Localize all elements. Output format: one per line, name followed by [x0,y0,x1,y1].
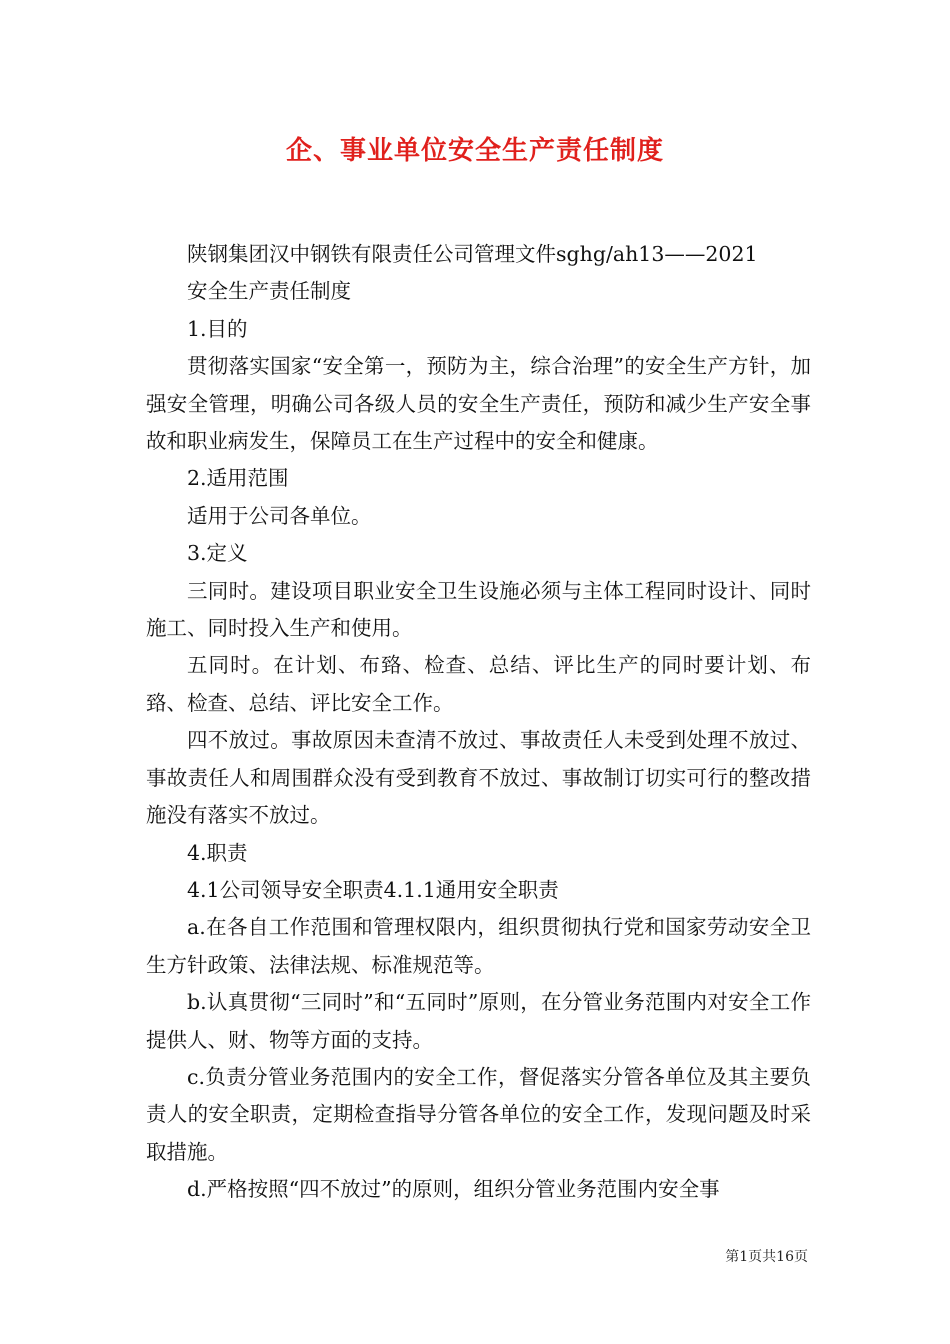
list-item-b: b.认真贯彻“三同时”和“五同时”原则，在分管业务范围内对安全工作提供人、财、物等方面的支持。 [146,990,811,1052]
section-heading-definitions: 3.定义 [187,541,248,566]
paragraph-purpose: 贯彻落实国家“安全第一，预防为主，综合治理”的安全生产方针，加强安全管理，明确公司各级人员的安全生产责任，预防和减少生产安全事故和职业病发生，保障员工在生产过程中的安全和健康。 [146,354,811,454]
section-heading-scope: 2.适用范围 [187,466,289,491]
list-item-d: d.严格按照“四不放过”的原则，组织分管业务范围内安全事 [187,1177,720,1202]
paragraph-scope: 适用于公司各单位。 [187,503,372,528]
section-heading-leadership: 4.1公司领导安全职责4.1.1通用安全职责 [187,877,559,902]
paragraph-header-line: 陕钢集团汉中钢铁有限责任公司管理文件sghg/ah13——2021 [187,242,758,266]
page-number: 第1页共16页 [725,1249,808,1265]
document-title: 企、事业单位安全生产责任制度 [285,136,664,166]
paragraph-four-not-let-go: 四不放过。事故原因未查清不放过、事故责任人未受到处理不放过、事故责任人和周围群众没有受到教育不放过、事故制订切实可行的整改措施没有落实不放过。 [146,728,811,828]
section-heading-responsibilities: 4.职责 [187,840,248,865]
list-item-a: a.在各自工作范围和管理权限内，组织贯彻执行党和国家劳动安全卫生方针政策、法律法规、标准规范等。 [146,915,811,977]
paragraph-five-simultaneous: 五同时。在计划、布臵、检查、总结、评比生产的同时要计划、布臵、检查、总结、评比安全工作。 [146,653,811,715]
paragraph-three-simultaneous: 三同时。建设项目职业安全卫生设施必须与主体工程同时设计、同时施工、同时投入生产和使用。 [146,578,811,641]
section-heading-purpose: 1.目的 [187,316,248,341]
list-item-c: c.负责分管业务范围内的安全工作，督促落实分管各单位及其主要负责人的安全职责，定期检查指导分管各单位的安全工作，发现问题及时采取措施。 [146,1064,811,1164]
document-body [146,236,811,1209]
paragraph-subtitle: 安全生产责任制度 [187,279,351,304]
